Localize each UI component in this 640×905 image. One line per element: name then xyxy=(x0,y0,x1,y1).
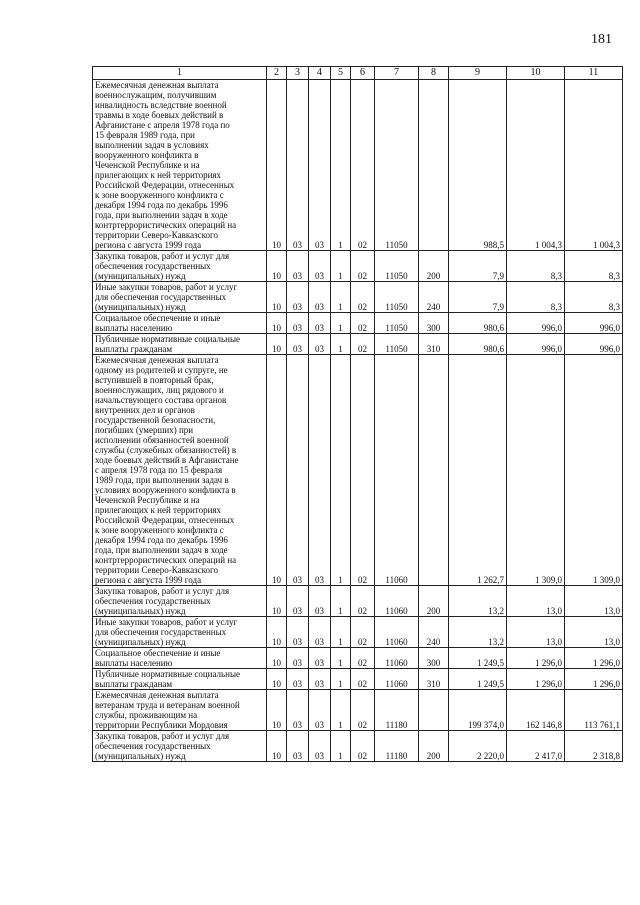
cell-col-3: 03 xyxy=(287,334,309,355)
cell-col-5: 1 xyxy=(331,690,351,731)
cell-col-3: 03 xyxy=(287,282,309,313)
row-description: Закупка товаров, работ и услуг для обеспечения государственных (муниципальных) нужд xyxy=(93,731,267,762)
cell-col-4: 03 xyxy=(309,334,331,355)
cell-col-4: 03 xyxy=(309,586,331,617)
cell-col-11: 13,0 xyxy=(565,617,623,648)
column-header-2: 2 xyxy=(267,67,287,80)
row-description: Социальное обеспечение и иные выплаты населению xyxy=(93,313,267,334)
cell-col-5: 1 xyxy=(331,334,351,355)
cell-col-5: 1 xyxy=(331,731,351,762)
cell-col-8: 200 xyxy=(419,731,449,762)
cell-col-7: 11050 xyxy=(375,313,419,334)
cell-col-10: 1 296,0 xyxy=(507,648,565,669)
cell-col-9: 7,9 xyxy=(449,251,507,282)
cell-col-8: 240 xyxy=(419,617,449,648)
column-header-6: 6 xyxy=(351,67,375,80)
column-header-10: 10 xyxy=(507,67,565,80)
cell-col-7: 11180 xyxy=(375,731,419,762)
cell-col-4: 03 xyxy=(309,669,331,690)
cell-col-2: 10 xyxy=(267,313,287,334)
cell-col-11: 113 761,1 xyxy=(565,690,623,731)
row-description: Публичные нормативные социальные выплаты гражданам xyxy=(93,334,267,355)
cell-col-9: 988,5 xyxy=(449,80,507,251)
table-row xyxy=(93,282,623,313)
table-row xyxy=(93,690,623,731)
cell-col-8: 200 xyxy=(419,586,449,617)
cell-col-2: 10 xyxy=(267,690,287,731)
cell-col-2: 10 xyxy=(267,669,287,690)
cell-col-2: 10 xyxy=(267,282,287,313)
table-row xyxy=(93,251,623,282)
cell-col-3: 03 xyxy=(287,669,309,690)
table-row xyxy=(93,648,623,669)
cell-col-3: 03 xyxy=(287,648,309,669)
row-description: Социальное обеспечение и иные выплаты населению xyxy=(93,648,267,669)
cell-col-10: 1 004,3 xyxy=(507,80,565,251)
cell-col-2: 10 xyxy=(267,355,287,586)
cell-col-3: 03 xyxy=(287,251,309,282)
cell-col-11: 1 309,0 xyxy=(565,355,623,586)
cell-col-8: 300 xyxy=(419,648,449,669)
cell-col-8: 310 xyxy=(419,334,449,355)
cell-col-7: 11060 xyxy=(375,355,419,586)
cell-col-10: 8,3 xyxy=(507,282,565,313)
cell-col-5: 1 xyxy=(331,669,351,690)
cell-col-6: 02 xyxy=(351,690,375,731)
column-header-11: 11 xyxy=(565,67,623,80)
cell-col-4: 03 xyxy=(309,313,331,334)
cell-col-2: 10 xyxy=(267,334,287,355)
cell-col-4: 03 xyxy=(309,282,331,313)
cell-col-8: 310 xyxy=(419,669,449,690)
cell-col-11: 1 296,0 xyxy=(565,648,623,669)
table-row xyxy=(93,586,623,617)
cell-col-2: 10 xyxy=(267,251,287,282)
cell-col-8: 300 xyxy=(419,313,449,334)
cell-col-5: 1 xyxy=(331,617,351,648)
cell-col-3: 03 xyxy=(287,617,309,648)
cell-col-4: 03 xyxy=(309,251,331,282)
cell-col-9: 1 262,7 xyxy=(449,355,507,586)
cell-col-10: 13,0 xyxy=(507,617,565,648)
column-header-9: 9 xyxy=(449,67,507,80)
cell-col-10: 13,0 xyxy=(507,586,565,617)
cell-col-6: 02 xyxy=(351,313,375,334)
cell-col-6: 02 xyxy=(351,334,375,355)
cell-col-5: 1 xyxy=(331,251,351,282)
cell-col-7: 11180 xyxy=(375,690,419,731)
cell-col-9: 980,6 xyxy=(449,334,507,355)
cell-col-6: 02 xyxy=(351,731,375,762)
row-description: Ежемесячная денежная выплата ветеранам труда и ветеранам военной службы, проживающим на территории Республики Мордовия xyxy=(93,690,267,731)
row-description: Закупка товаров, работ и услуг для обеспечения государственных (муниципальных) нужд xyxy=(93,251,267,282)
cell-col-11: 8,3 xyxy=(565,282,623,313)
row-description: Ежемесячная денежная выплата одному из родителей и супруге, не вступившей в повторный брак, военнослужащих, лиц рядового и начальствующего состава органов внутренних дел и органов государственной безопасности, погибших (умерших) при исполнении обязанностей военной службы (служебных обязанностей) в ходе боевых действий в Афганистане с апреля 1978 года по 15 февраля 1989 года, при выполнении задач в условиях вооруженного конфликта в Чеченской Республике и на прилегающих к ней территориях Российской Федерации, отнесенных к зоне вооруженного конфликта с декабря 1994 года по декабрь 1996 года, при выполнении задач в ходе контртеррористических операций на территории Северо-Кавказского региона с августа 1999 года xyxy=(93,355,267,586)
table-row xyxy=(93,313,623,334)
cell-col-4: 03 xyxy=(309,731,331,762)
cell-col-3: 03 xyxy=(287,690,309,731)
cell-col-6: 02 xyxy=(351,282,375,313)
cell-col-7: 11060 xyxy=(375,669,419,690)
cell-col-10: 996,0 xyxy=(507,313,565,334)
cell-col-5: 1 xyxy=(331,586,351,617)
cell-col-9: 199 374,0 xyxy=(449,690,507,731)
cell-col-3: 03 xyxy=(287,731,309,762)
cell-col-3: 03 xyxy=(287,313,309,334)
cell-col-2: 10 xyxy=(267,731,287,762)
cell-col-9: 7,9 xyxy=(449,282,507,313)
cell-col-3: 03 xyxy=(287,355,309,586)
cell-col-4: 03 xyxy=(309,355,331,586)
cell-col-9: 13,2 xyxy=(449,617,507,648)
cell-col-9: 1 249,5 xyxy=(449,648,507,669)
cell-col-9: 1 249,5 xyxy=(449,669,507,690)
row-description: Иные закупки товаров, работ и услуг для обеспечения государственных (муниципальных) нужд xyxy=(93,617,267,648)
cell-col-7: 11050 xyxy=(375,251,419,282)
cell-col-8 xyxy=(419,690,449,731)
cell-col-3: 03 xyxy=(287,80,309,251)
cell-col-9: 13,2 xyxy=(449,586,507,617)
cell-col-6: 02 xyxy=(351,80,375,251)
cell-col-10: 2 417,0 xyxy=(507,731,565,762)
cell-col-11: 1 296,0 xyxy=(565,669,623,690)
column-header-1: 1 xyxy=(93,67,267,80)
cell-col-4: 03 xyxy=(309,617,331,648)
cell-col-6: 02 xyxy=(351,251,375,282)
cell-col-3: 03 xyxy=(287,586,309,617)
cell-col-11: 13,0 xyxy=(565,586,623,617)
cell-col-8 xyxy=(419,355,449,586)
cell-col-11: 2 318,8 xyxy=(565,731,623,762)
cell-col-2: 10 xyxy=(267,586,287,617)
table-row xyxy=(93,334,623,355)
budget-table xyxy=(92,66,623,762)
cell-col-10: 162 146,8 xyxy=(507,690,565,731)
cell-col-10: 1 309,0 xyxy=(507,355,565,586)
cell-col-8: 200 xyxy=(419,251,449,282)
table-row xyxy=(93,669,623,690)
row-description: Иные закупки товаров, работ и услуг для обеспечения государственных (муниципальных) нужд xyxy=(93,282,267,313)
header-row xyxy=(93,67,623,80)
column-header-5: 5 xyxy=(331,67,351,80)
cell-col-4: 03 xyxy=(309,648,331,669)
cell-col-10: 1 296,0 xyxy=(507,669,565,690)
column-header-4: 4 xyxy=(309,67,331,80)
cell-col-7: 11050 xyxy=(375,282,419,313)
cell-col-2: 10 xyxy=(267,648,287,669)
table-row xyxy=(93,80,623,251)
row-description: Ежемесячная денежная выплата военнослужащим, получившим инвалидность вследствие военной травмы в ходе боевых действий в Афганистане с апреля 1978 года по 15 февраля 1989 года, при выполнении задач в условиях вооруженного конфликта в Чеченской Республике и на прилегающих к ней территориях Российской Федерации, отнесенных к зоне вооруженного конфликта с декабря 1994 года по декабрь 1996 года, при выполнении задач в ходе контртеррористических операций на территории Северо-Кавказского региона с августа 1999 года xyxy=(93,80,267,251)
cell-col-5: 1 xyxy=(331,80,351,251)
cell-col-11: 1 004,3 xyxy=(565,80,623,251)
cell-col-8 xyxy=(419,80,449,251)
cell-col-7: 11060 xyxy=(375,617,419,648)
page-number: 181 xyxy=(591,32,612,47)
cell-col-9: 980,6 xyxy=(449,313,507,334)
cell-col-2: 10 xyxy=(267,617,287,648)
table-row xyxy=(93,617,623,648)
column-header-7: 7 xyxy=(375,67,419,80)
table-row xyxy=(93,731,623,762)
row-description: Закупка товаров, работ и услуг для обеспечения государственных (муниципальных) нужд xyxy=(93,586,267,617)
cell-col-2: 10 xyxy=(267,80,287,251)
cell-col-6: 02 xyxy=(351,669,375,690)
cell-col-11: 8,3 xyxy=(565,251,623,282)
cell-col-6: 02 xyxy=(351,648,375,669)
cell-col-8: 240 xyxy=(419,282,449,313)
cell-col-7: 11060 xyxy=(375,648,419,669)
table-row xyxy=(93,355,623,586)
row-description: Публичные нормативные социальные выплаты гражданам xyxy=(93,669,267,690)
cell-col-10: 8,3 xyxy=(507,251,565,282)
cell-col-5: 1 xyxy=(331,282,351,313)
cell-col-7: 11050 xyxy=(375,334,419,355)
cell-col-9: 2 220,0 xyxy=(449,731,507,762)
column-header-3: 3 xyxy=(287,67,309,80)
cell-col-5: 1 xyxy=(331,648,351,669)
cell-col-11: 996,0 xyxy=(565,334,623,355)
cell-col-4: 03 xyxy=(309,690,331,731)
cell-col-6: 02 xyxy=(351,617,375,648)
cell-col-7: 11060 xyxy=(375,586,419,617)
column-header-8: 8 xyxy=(419,67,449,80)
cell-col-10: 996,0 xyxy=(507,334,565,355)
cell-col-7: 11050 xyxy=(375,80,419,251)
cell-col-6: 02 xyxy=(351,586,375,617)
cell-col-6: 02 xyxy=(351,355,375,586)
cell-col-5: 1 xyxy=(331,355,351,586)
table-body xyxy=(93,80,623,762)
cell-col-4: 03 xyxy=(309,80,331,251)
cell-col-11: 996,0 xyxy=(565,313,623,334)
cell-col-5: 1 xyxy=(331,313,351,334)
